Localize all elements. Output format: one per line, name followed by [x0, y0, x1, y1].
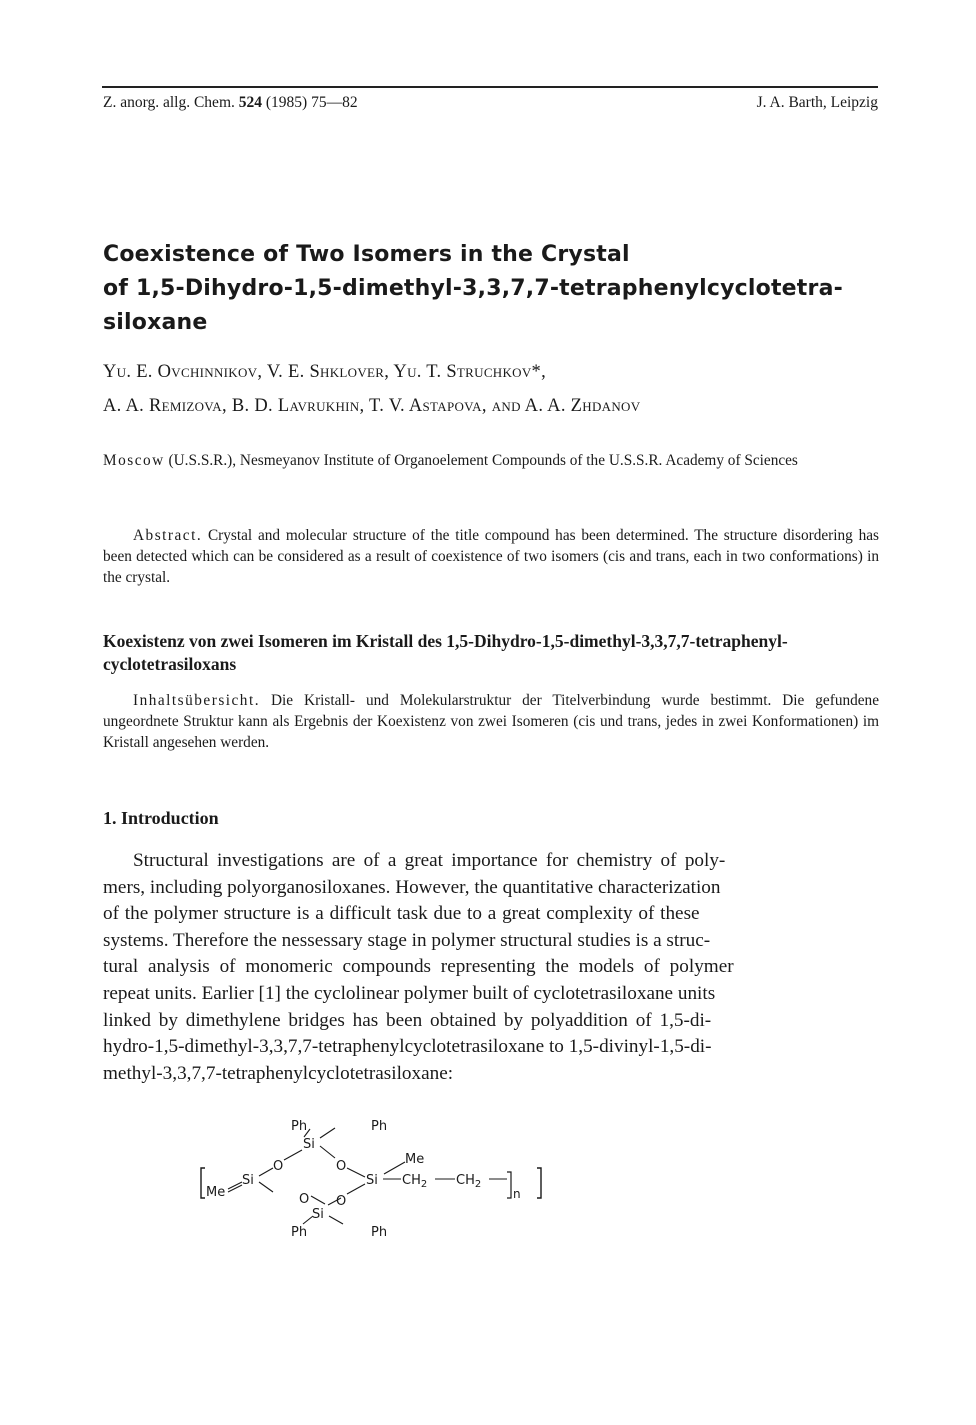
body-line: methyl-3,3,7,7-tetraphenylcyclotetrasiloxane: [103, 1062, 454, 1084]
header-rule [102, 86, 878, 88]
abstract: Abstract. Crystal and molecular structure of the title compound has been determined. The structure disordering has been detected which can be considered as a result of coexistence of two isomers (cis and trans, each in two conformations) in the crystal. [103, 527, 879, 586]
bond [259, 1182, 273, 1192]
silicon-label: Si [312, 1207, 324, 1222]
phenyl-label: Ph [371, 1225, 388, 1240]
section-heading: 1. Introduction [103, 808, 219, 828]
body-line: systems. Therefore the nessessary stage in polymer structural studies is a struc- [103, 929, 711, 951]
bond [321, 1123, 370, 1139]
methyl-label: Me [206, 1185, 226, 1200]
body-line: mers, including polyorganosiloxanes. However, the quantitative characterization [103, 876, 721, 898]
bond [347, 1184, 365, 1194]
open-bracket [201, 1168, 205, 1198]
polymer-structure-diagram [195, 1110, 595, 1240]
title-line: of 1,5-Dihydro-1,5-dimethyl-3,3,7,7-tetraphenylcyclotetra- [103, 276, 843, 301]
bond [329, 1216, 343, 1224]
close-bracket [537, 1168, 541, 1198]
bond [347, 1168, 365, 1177]
silicon-label: Si [242, 1173, 254, 1188]
body-text [103, 848, 879, 1087]
authors-line-2: A. A. Remizova, B. D. Lavrukhin, T. V. Astapova, and A. A. Zhdanov [103, 396, 641, 416]
silicon-label: Si [366, 1173, 378, 1188]
article-title [103, 238, 873, 340]
oxygen-label: O [273, 1159, 284, 1174]
oxygen-label: O [336, 1194, 347, 1209]
bond [320, 1128, 335, 1138]
oxygen-label: O [299, 1192, 310, 1207]
publisher: J. A. Barth, Leipzig [756, 94, 878, 111]
body-line: repeat units. Earlier [1] the cyclolinear polymer built of cyclotetrasiloxane units [103, 982, 716, 1004]
phenyl-label: Ph [371, 1119, 388, 1134]
german-abstract: Inhaltsübersicht. Die Kristall- und Molekularstruktur der Titelverbindung wurde bestimmt. Die gefundene ungeordnete Struktur kann als Ergebnis der Koexistenz von zwei Isomeren (cis und trans, jedes in zwei Konformationen) im Kristall angesehen werden. [103, 692, 879, 751]
journal-citation: Z. anorg. allg. Chem. 524 (1985) 75—82 [103, 94, 358, 111]
title-line: Coexistence of Two Isomers in the Crystal [103, 242, 630, 267]
bond [284, 1150, 302, 1160]
repeat-bracket [507, 1172, 511, 1198]
bond [259, 1168, 273, 1176]
bond [311, 1196, 325, 1204]
bond [320, 1146, 335, 1158]
ch2-label: $CH_2$ [402, 1173, 428, 1190]
phenyl-label: Ph [291, 1119, 308, 1134]
affiliation: Moscow (U.S.S.R.), Nesmeyanov Institute of Organoelement Compounds of the U.S.S.R. Academy of Sciences [103, 452, 798, 469]
german-title: Koexistenz von zwei Isomeren im Kristall des 1,5-Dihydro-1,5-dimethyl-3,3,7,7-tetraphenyl-cyclotetrasiloxans [103, 631, 788, 674]
title-line: siloxane [103, 310, 208, 335]
body-line: linked by dimethylene bridges has been obtained by polyaddition of 1,5-di- [103, 1009, 712, 1031]
oxygen-label: O [336, 1159, 347, 1174]
repeat-index: n [513, 1187, 521, 1201]
body-line: hydro-1,5-dimethyl-3,3,7,7-tetraphenylcyclotetrasiloxane to 1,5-divinyl-1,5-di- [103, 1036, 712, 1058]
phenyl-label: Ph [291, 1225, 308, 1240]
silicon-label: Si [303, 1137, 315, 1152]
body-line: Structural investigations are of a great importance for chemistry of poly- [133, 850, 726, 871]
methyl-label: Me [405, 1152, 425, 1167]
authors-line-1: Yu. E. Ovchinnikov, V. E. Shklover, Yu. T. Struchkov*, [103, 362, 547, 382]
body-line: of the polymer structure is a difficult task due to a great complexity of these [103, 903, 700, 925]
chemical-formula [195, 1110, 595, 1240]
body-line: tural analysis of monomeric compounds representing the models of polymer [103, 956, 734, 978]
ch2-label: $CH_2$ [456, 1173, 482, 1190]
